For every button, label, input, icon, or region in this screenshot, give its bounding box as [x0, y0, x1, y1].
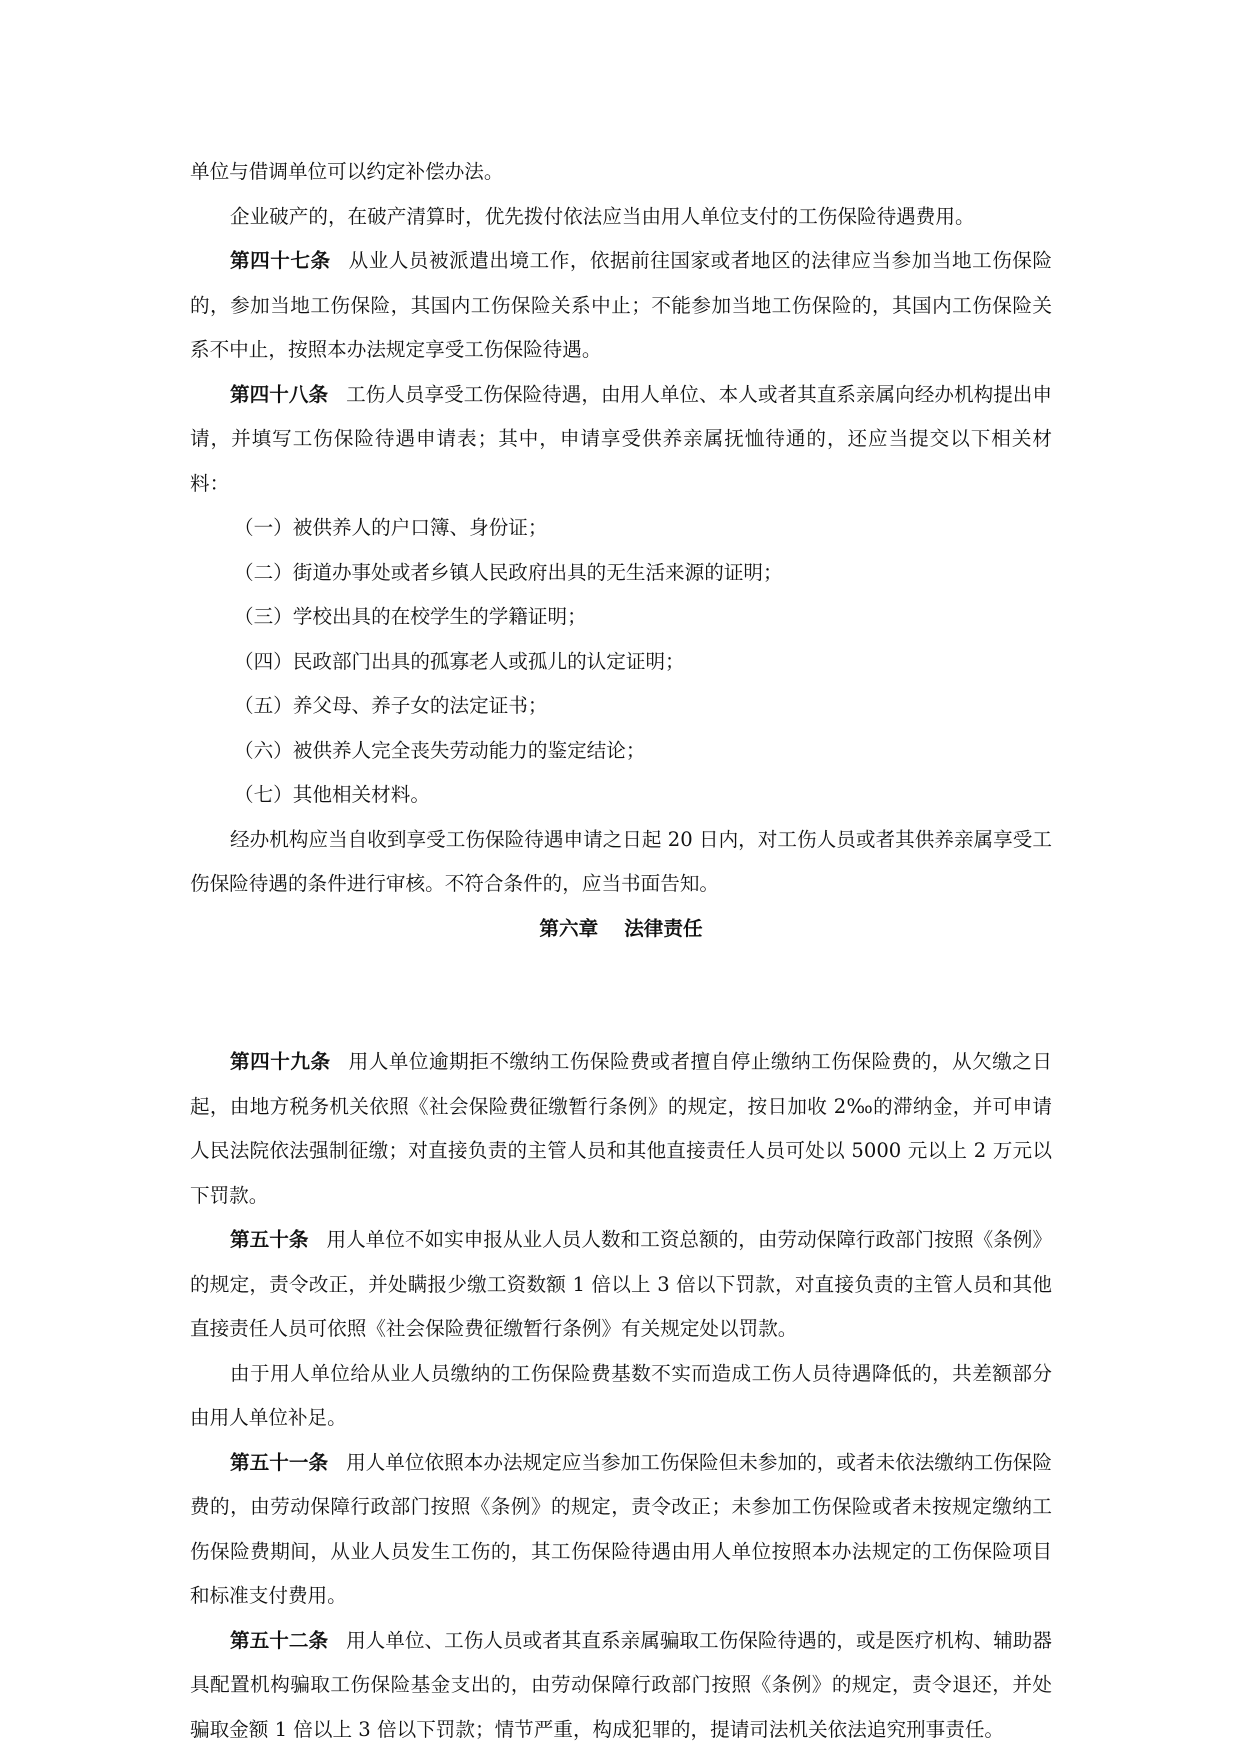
article-48-text: 工伤人员享受工伤保险待遇，由用人单位、本人或者其直系亲属向经办机构提出申请，并填写工伤保险待遇申请表；其中，申请享受供养亲属抚恤待通的，还应当提交以下相关材料： — [190, 382, 1053, 495]
list-item: （三）学校出具的在校学生的学籍证明； — [234, 605, 587, 628]
list-item: （一）被供养人的户口簿、身份证； — [234, 516, 548, 539]
paragraph-continuation: 单位与借调单位可以约定补偿办法。 — [190, 160, 504, 183]
article-52 — [190, 1619, 1052, 1753]
article-48 — [190, 373, 1052, 507]
article-47-label: 第四十七条 — [230, 249, 331, 272]
article-52-text: 用人单位、工伤人员或者其直系亲属骗取工伤保险待遇的，或是医疗机构、辅助器具配置机构骗取工伤保险基金支出的，由劳动保障行政部门按照《条例》的规定，责令退还，并处骗取金额 1 倍以上 3 倍以下罚款；情节严重，构成犯罪的，提请司法机关依法追究刑事责任。 — [190, 1628, 1053, 1741]
document-page — [190, 150, 1052, 1752]
article-50-paragraph-2: 由于用人单位给从业人员缴纳的工伤保险费基数不实而造成工伤人员待遇降低的，共差额部分由用人单位补足。 — [190, 1361, 1052, 1429]
article-51-text: 用人单位依照本办法规定应当参加工伤保险但未参加的，或者未依法缴纳工伤保险费的，由劳动保障行政部门按照《条例》的规定，责令改正；未参加工伤保险或者未按规定缴纳工伤保险费期间，从业人员发生工伤的，其工伤保险待遇由用人单位按照本办法规定的工伤保险项目和标准支付费用。 — [190, 1450, 1053, 1607]
article-50 — [190, 1218, 1052, 1352]
article-51-label: 第五十一条 — [230, 1450, 329, 1474]
list-item: （六）被供养人完全丧失劳动能力的鉴定结论； — [234, 738, 646, 762]
chapter-title: 法律责任 — [624, 916, 703, 940]
list-item: （二）街道办事处或者乡镇人民政府出具的无生活来源的证明； — [234, 560, 783, 584]
article-50-text: 用人单位不如实申报从业人员人数和工资总额的，由劳动保障行政部门按照《条例》的规定，责令改正，并处瞒报少缴工资数额 1 倍以上 3 倍以下罚款，对直接负责的主管人员和其他直接责任人员可依照《社会保险费征缴暂行条例》有关规定处以罚款。 — [190, 1228, 1053, 1340]
article-51 — [190, 1441, 1052, 1619]
list-item: （四）民政部门出具的孤寡老人或孤儿的认定证明； — [234, 649, 685, 673]
article-49 — [190, 1040, 1052, 1218]
paragraph-bankruptcy: 企业破产的，在破产清算时，优先拨付依法应当由用人单位支付的工伤保险待遇费用。 — [230, 204, 975, 228]
article-48-closing: 经办机构应当自收到享受工伤保险待遇申请之日起 20 日内，对工伤人员或者其供养亲属享受工伤保险待遇的条件进行审核。不符合条件的，应当书面告知。 — [190, 827, 1052, 895]
chapter-spacer — [190, 951, 1052, 1040]
article-47 — [190, 239, 1052, 373]
article-47-text: 从业人员被派遣出境工作，依据前往国家或者地区的法律应当参加当地工伤保险的，参加当地工伤保险，其国内工伤保险关系中止；不能参加当地工伤保险的，其国内工伤保险关系不中止，按照本办法规定享受工伤保险待遇。 — [190, 249, 1053, 361]
chapter-heading — [190, 907, 1052, 952]
article-49-label: 第四十九条 — [230, 1050, 331, 1073]
list-item: （七）其他相关材料。 — [234, 783, 430, 806]
article-49-text: 用人单位逾期拒不缴纳工伤保险费或者擅自停止缴纳工伤保险费的，从欠缴之日起，由地方税务机关依照《社会保险费征缴暂行条例》的规定，按日加收 2‰的滞纳金，并可申请人民法院依法强制征缴；对直接负责的主管人员和其他直接责任人员可处以 5000 元以上 2 万元以下罚款。 — [190, 1050, 1053, 1207]
article-52-label: 第五十二条 — [230, 1628, 329, 1652]
list-item: （五）养父母、养子女的法定证书； — [234, 694, 548, 717]
article-50-label: 第五十条 — [230, 1228, 309, 1251]
chapter-number: 第六章 — [539, 916, 599, 940]
article-48-label: 第四十八条 — [230, 382, 329, 406]
